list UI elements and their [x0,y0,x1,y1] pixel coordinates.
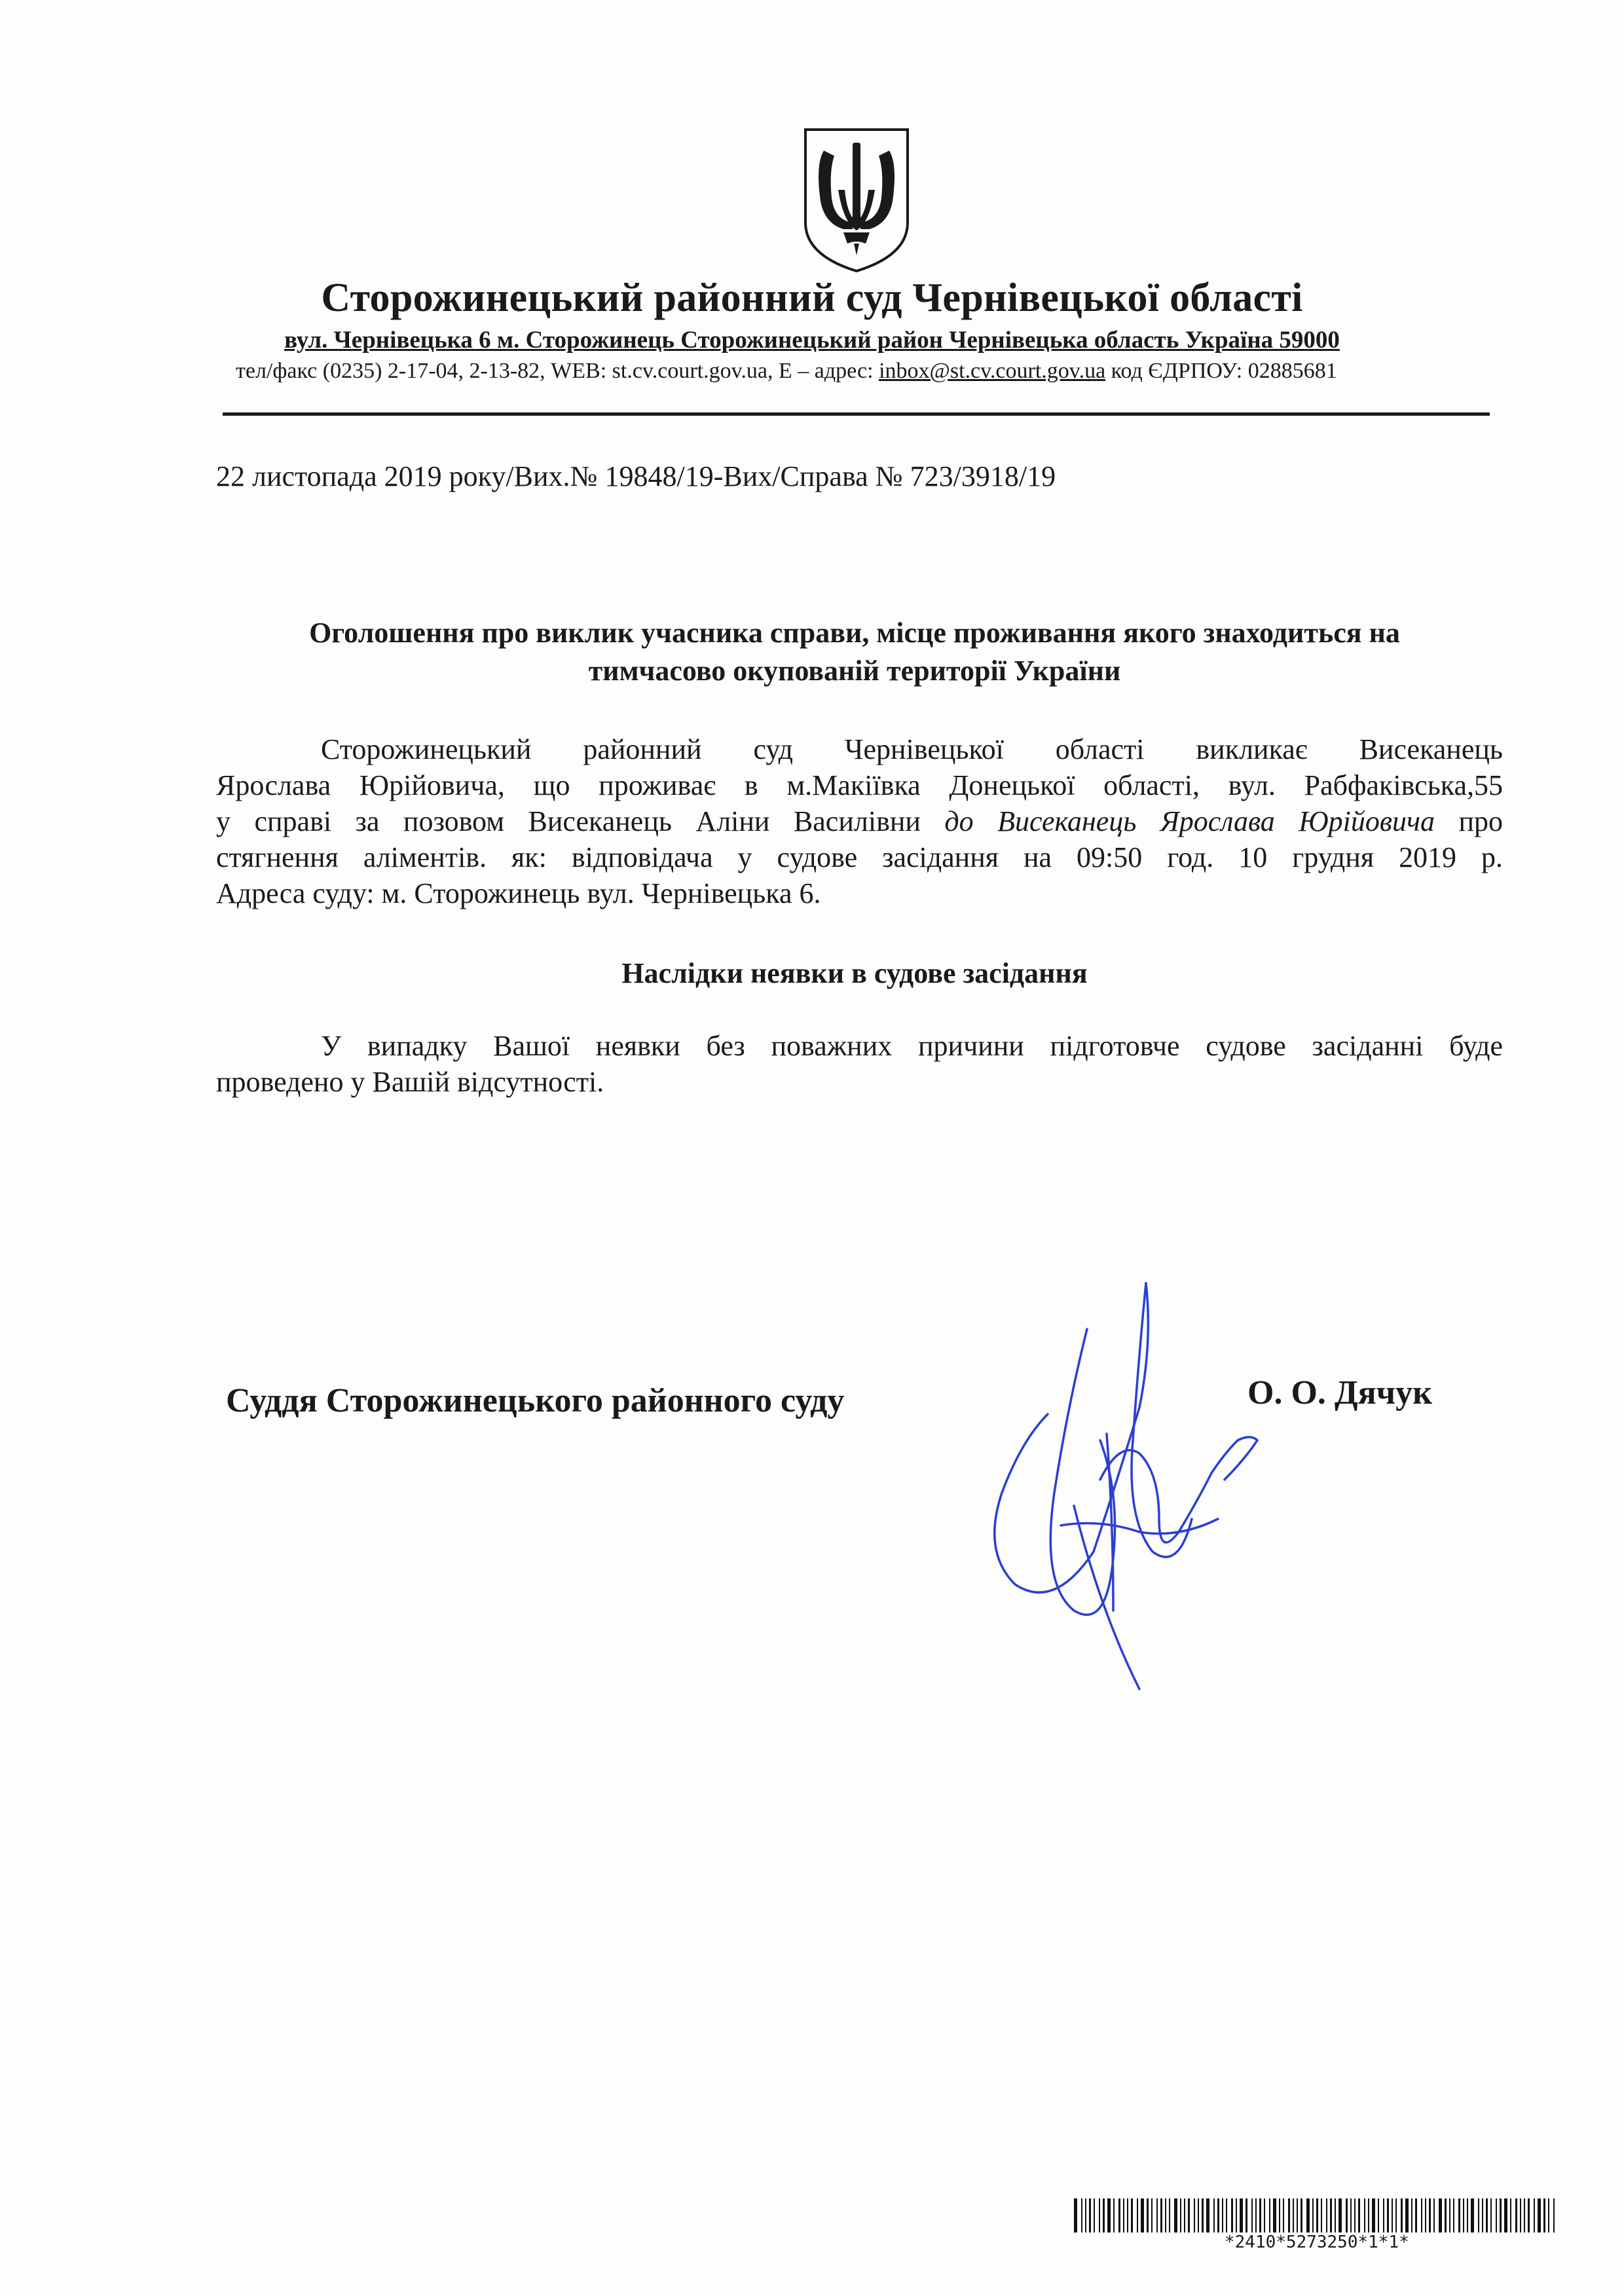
barcode-bar [1217,2198,1219,2232]
barcode-bar [1123,2198,1124,2232]
notice-title-line: тимчасово окупованій території України [588,655,1121,687]
barcode-bar [1486,2198,1488,2232]
consequences-paragraph [216,1028,1503,1100]
barcode-bar [1169,2198,1170,2232]
paragraph-line: проведено у Вашій відсутності. [216,1066,604,1098]
court-contacts [236,359,1480,384]
barcode-bar [1458,2198,1460,2232]
barcode-bar [1326,2198,1327,2232]
barcode-bar [1524,2198,1525,2232]
paragraph-line: Ярослава Юрійовича, що проживає в м.Макіївка Донецької області, вул. Рабфаківська,55 [216,769,1503,801]
barcode-bar [1515,2198,1517,2232]
barcode-text: *2410*5273250*1*1* [1225,2232,1409,2252]
barcode-bar [1306,2198,1310,2232]
barcode-bar [1354,2198,1356,2232]
barcode-bar [1301,2198,1302,2232]
line-text: про [1435,805,1504,837]
barcode-bar [1251,2198,1253,2232]
barcode-bar [1553,2198,1555,2232]
header-divider [223,412,1490,416]
barcode-bar [1213,2198,1215,2232]
barcode-bar [1293,2198,1294,2232]
barcode-bar [1330,2198,1332,2232]
barcode-bar [1453,2198,1454,2232]
summons-paragraph [216,731,1503,911]
barcode-bar [1279,2198,1280,2232]
barcode-bar [1504,2198,1507,2232]
barcode-bar [1081,2198,1082,2232]
barcode-bar [1405,2198,1409,2232]
barcode-bar [1269,2198,1270,2232]
judge-name: О. О. Дячук [1247,1374,1433,1412]
contacts-suffix: код ЄДРПОУ: 02885681 [1105,359,1337,383]
line-text: у справі за позовом Висеканець Аліни Василівни [216,805,945,837]
barcode-bar [1439,2198,1442,2232]
barcode-bar [1264,2198,1265,2232]
barcode-bar [1113,2198,1115,2232]
barcode-bar [1528,2198,1530,2232]
court-name: Сторожинецький районний суд Чернівецької області [321,276,1303,320]
barcode-bar [1538,2198,1541,2232]
barcode-bar [1202,2198,1204,2232]
coat-of-arms-icon [798,124,915,275]
barcode-bar [1188,2198,1190,2232]
paragraph-line: стягнення аліментів. як: відповідача у судове засідання на 09:50 год. 10 грудня 2019 р. [216,841,1503,873]
barcode-bar [1094,2198,1095,2232]
barcode-bar [1368,2198,1369,2232]
barcode-bar [1358,2198,1360,2232]
barcode-bar [1478,2198,1479,2232]
barcode-bar [1151,2198,1153,2232]
barcode-bar [1198,2198,1199,2232]
barcode-bar [1425,2198,1426,2232]
paragraph-line: Сторожинецький районний суд Чернівецької області викликає Висеканець [321,733,1503,765]
court-email-link[interactable]: inbox@st.cv.court.gov.ua [879,359,1106,383]
judge-title: Суддя Сторожинецького районного суду [226,1382,845,1419]
consequences-title: Наслідки неявки в судове засідання [621,957,1088,989]
barcode-bar [1321,2198,1322,2232]
barcode-bar [1411,2198,1412,2232]
barcode-bar [1312,2198,1314,2232]
barcode-bar [1118,2198,1120,2232]
notice-title-line: Оголошення про виклик учасника справи, місце проживання якого знаходиться на [309,617,1400,649]
barcode-bar [1131,2198,1133,2232]
barcode-bar [1180,2198,1181,2232]
barcode-bar [1372,2198,1375,2232]
barcode-bar [1482,2198,1483,2232]
barcode-bar [1259,2198,1261,2232]
barcode-bar [1445,2198,1447,2232]
barcode-bar [1350,2198,1352,2232]
barcode-bar [1392,2198,1393,2232]
barcode-bar [1346,2198,1348,2232]
barcode-bar [1297,2198,1298,2232]
barcode-bar [1141,2198,1144,2232]
barcode-bar [1467,2198,1468,2232]
barcode-bar [1222,2198,1223,2232]
paragraph-line: У випадку Вашої неявки без поважних причини підготовче судове засіданні буде [321,1030,1503,1062]
barcode-bar [1165,2198,1166,2232]
barcode-bar [1548,2198,1549,2232]
defendant-italic: до Висеканець Ярослава Юрійовича [944,805,1435,837]
barcode-bar [1364,2198,1365,2232]
handwritten-signature [943,1244,1283,1715]
barcode-bar [1156,2198,1158,2232]
barcode-bar [1206,2198,1209,2232]
barcode-bar [1273,2198,1276,2232]
paragraph-line [216,803,1503,839]
barcode-bar [1103,2198,1105,2232]
barcode-bar [1415,2198,1417,2232]
barcode-bar [1137,2198,1138,2232]
court-address: вул. Чернівецька 6 м. Сторожинець Сторожинецький район Чернівецька область Україна 59000 [284,327,1340,354]
barcode-bar [1240,2198,1243,2232]
barcode-bar [1236,2198,1237,2232]
barcode-bar [1433,2198,1435,2232]
barcode-bar [1496,2198,1497,2232]
barcode [1074,2198,1559,2232]
barcode-bar [1449,2198,1450,2232]
barcode-bar [1510,2198,1511,2232]
contacts-prefix: тел/факс (0235) 2-17-04, 2-13-82, WEB: st.cv.court.gov.ua, E – адрес: [236,359,879,383]
barcode-bar [1283,2198,1284,2232]
barcode-bar [1387,2198,1389,2232]
barcode-bar [1255,2198,1257,2232]
barcode-bar [1335,2198,1336,2232]
barcode-bar [1520,2198,1521,2232]
barcode-bar [1194,2198,1195,2232]
barcode-bar [1534,2198,1535,2232]
barcode-bar [1089,2198,1091,2232]
barcode-bar [1246,2198,1247,2232]
barcode-bar [1395,2198,1397,2232]
reference-line: 22 листопада 2019 року/Вих.№ 19848/19-Вих/Справа № 723/3918/19 [216,460,1056,492]
barcode-bar [1338,2198,1342,2232]
barcode-bar [1383,2198,1384,2232]
barcode-bar [1471,2198,1474,2232]
barcode-bar [1127,2198,1128,2232]
barcode-bar [1074,2198,1077,2232]
barcode-bar [1147,2198,1149,2232]
barcode-bar [1107,2198,1111,2232]
paragraph-line: Адреса суду: м. Сторожинець вул. Чернівецька 6. [216,877,821,909]
barcode-bar [1401,2198,1403,2232]
barcode-bar [1421,2198,1422,2232]
barcode-bar [1085,2198,1086,2232]
barcode-bar [1231,2198,1233,2232]
barcode-bar [1543,2198,1545,2232]
barcode-bar [1500,2198,1502,2232]
barcode-bar [1160,2198,1162,2232]
barcode-bar [1288,2198,1290,2232]
barcode-bar [1378,2198,1379,2232]
barcode-bar [1429,2198,1431,2232]
notice-title [216,614,1493,690]
barcode-bar [1099,2198,1100,2232]
barcode-bar [1463,2198,1464,2232]
barcode-bar [1490,2198,1492,2232]
barcode-bar [1316,2198,1318,2232]
barcode-bar [1174,2198,1177,2232]
barcode-bar [1184,2198,1185,2232]
barcode-bar [1226,2198,1227,2232]
